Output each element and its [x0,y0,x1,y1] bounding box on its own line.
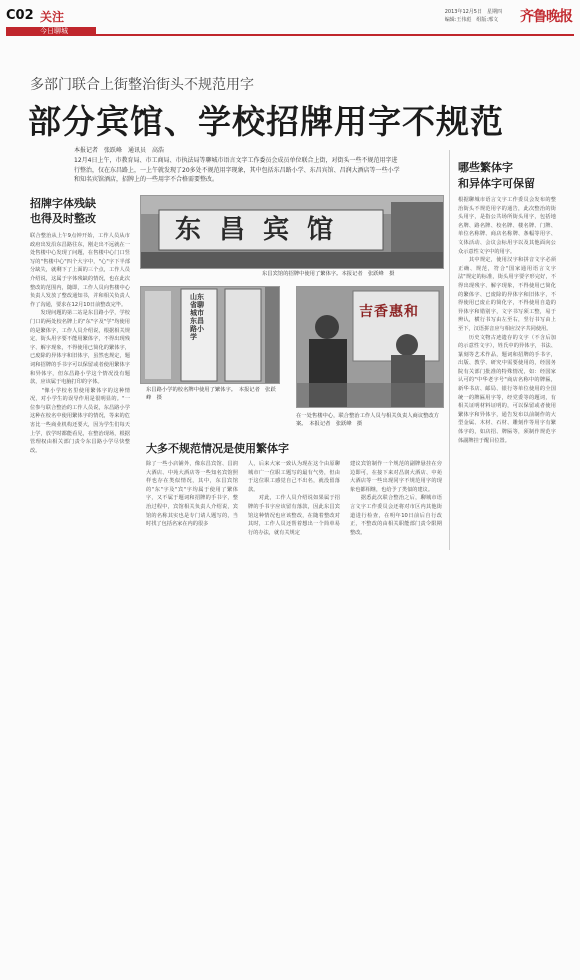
section-title: 关注 [40,10,65,24]
article-headline: 部分宾馆、学校招牌用字不规范 [28,102,504,141]
subhead-2: 大多不规范情况是使用繁体字 [146,442,289,455]
editor-line: 编辑:王伟彪 组版:邢文 [444,17,499,23]
poster-text: 吉香惠和 [359,304,419,320]
subhead-1: 招牌字体残缺 也得及时整改 [30,197,96,225]
column-4-text: 建议宾馆制作一个规范的副牌悬挂在旁边即可，在接下来对昌润大酒店、中苑大酒店等一些出现同字不规范用字的现象也都相继，也给予了类似的建议。 据悉此次联合整治之后，聊城市语言文字工作委员会还将对市区内其他街道进行检查，在明年10日前后自行改正，不整改的由相关职能部门责令限期整改。 [350,461,442,536]
school-plaque-image [141,287,279,383]
photo2-caption: 东昌路小学的校名牌中使用了繁体字。 本报记者 张跃峰 摄 [146,387,276,401]
newspaper-logo: 齐鲁晚报 [520,9,572,25]
school-plaque-text: 山东省聊城市东昌路小学 [190,292,204,341]
school-plaque-photo [140,286,280,384]
page-number: C02 [6,8,34,23]
photo1-caption: 东昌宾馆的招牌中使用了繁体字。本报记者 张跃峰 摄 [262,271,395,277]
article-kicker: 多部门联合上街整治街头不规范用字 [30,77,254,93]
sales-center-photo [296,286,444,408]
sidebar-heading: 哪些繁体字 和异体字可保留 [458,161,535,190]
issue-meta [445,8,502,24]
column-3-text: 人，后来大家一致认为现在这个由原聊城市广一位职工题写的最有气势，但由于这位职工感觉自己不出名，就没留落款。 对此，工作人员介绍说如果属于招牌的手书字应该留有落款，因此东昌宾馆这种情况也应该整改，在随着整改对其时，工作人员还帮着想出一个简单易行的办法，就有关规定 [248,461,340,536]
column-1-text: 联合整治从上午9点钟开始，工作人员从市政府出发沿东昌路往东，刚走出不远就在一处售楼中心发现了问题，在售楼中心门口竖写的"售楼中心"四个大字中，"心"字下半部分缺失，就剩下了上面的三个点，工作人员介绍说，这属于字体残缺的情况，也在此次整改的范围内，随即，工作人员向售楼中心负责人发放了整改通知书，并和相关负责人作了沟通，要求在12月10日前整改完毕。 发现问题的第二站是东昌路小学，学校门口的两处校名牌上的"东"字及"学"均使用的是繁体字，工作人员介绍说，根据相关规定，街头用字要不能用繁体字，不得出现残字、解字现象，不得使用已简化的繁体字，已废除的异体字和旧体字，虽然也规定，题词和招牌的手书字可以保留或者使用繁体字和异体字，但东昌路小学这个情况没有题款，应该属于电脑打印的字体。 "像小学校名里使用繁体字的这种情况，对小学生的误导作用是很明显的。"一位参与联合整治的工作人员说，东昌路小学这种在校名中使用繁体字的情况，等来的危害比一些商业机构还要大，因为学生们每天上学，放学时都能看见，在整治现场，根据管理权由相关部门责令东昌路小学尽快整改。 [30,233,130,454]
subsection-label: 今日聊城 [40,27,68,35]
column-2-text: 除了一些小店铺外，像东昌宾馆、昌润大酒店、中苑大酒店等一些知名宾馆照样也存在类似情况，其中，东昌宾馆的"东"字及"宾"字均属于使用了繁体字，又不属于题词和招牌的手书字，整治过程中，宾馆相关负责人介绍说，宾馆的名称其实也是专门请人题写的，当时找了包括名家在内的很多 [146,461,238,528]
article-byline: 本报记者 张跃峰 通讯员 高浩 [74,147,165,154]
hotel-sign-photo [140,195,444,269]
header-rule [96,34,574,36]
column-divider [449,150,450,550]
page-header [6,6,574,36]
issue-date: 2013年12月5日 星期四 [444,9,502,15]
photo3-caption: 在一处售楼中心，联合整治工作人员与相关负责人商议整改方案。 本报记者 张跃峰 摄 [296,413,440,427]
sidebar-text: 根据聊城市语言文字工作委员会发布的整治街头不规范用字的通告，此次整治的街头用字，是指公共场所街头用字，包括地名牌、路名牌、校名牌、楼名牌、门牌、单位名称牌、商店名称牌、条幅等用字、文体活动、会议会标用字以及其他面向公众示意性文字中的用字。 其中规定，使用汉字和拼音文字必须正确、规范，符合"国家通用语言文字法"规定的标准，街头用字要字形完好，不得出现残字、解字现象，不得使用已简化的繁体字、已废除的异体字和旧体字，不得使用已废止的简化字，不得使用自造的异体字和错别字，文字书写须工整，易于辨认，横行书写由左至右，竖行书写由上至下，汉语拼音应与相应汉字共同使用。 历史文物古迹遗存的文字（不含后加的示意性文字），姓氏中的异体字，书法、篆刻等艺术作品，题词和招牌的手书字，出版、教学、研究中需要使用的，经国务院有关部门批准的特殊情况，如：经国家认可的"中华老字号"商店名称中的牌匾，新华书店、邮局、银行等单位使用的全国统一的牌匾用字等，经党委等的题词，有相关证明材料证明的，可以保留或者使用繁体字和异体字，通告发布以前制作的大型金属、木材、石材、雕刻作等用字有繁体字的，如店招、牌匾等，须制作规范字体副牌挂于醒目位置。 [458,197,556,444]
hotel-sign-text: 东昌宾馆 [175,215,352,245]
article-lead: 12月4日上午，市教育局、市工商局、市执法局等聊城市语言文字工作委员会成员单位联合上街，对街头一些不规范用字进行整治，仅在东昌路上，一上午就发现了20多处不规范用字现象，其中包括东昌路小学、东昌宾馆、昌润大酒店等一些小学和知名宾馆酒店，招牌上的一些用字不合格需要整改。 [74,157,400,183]
